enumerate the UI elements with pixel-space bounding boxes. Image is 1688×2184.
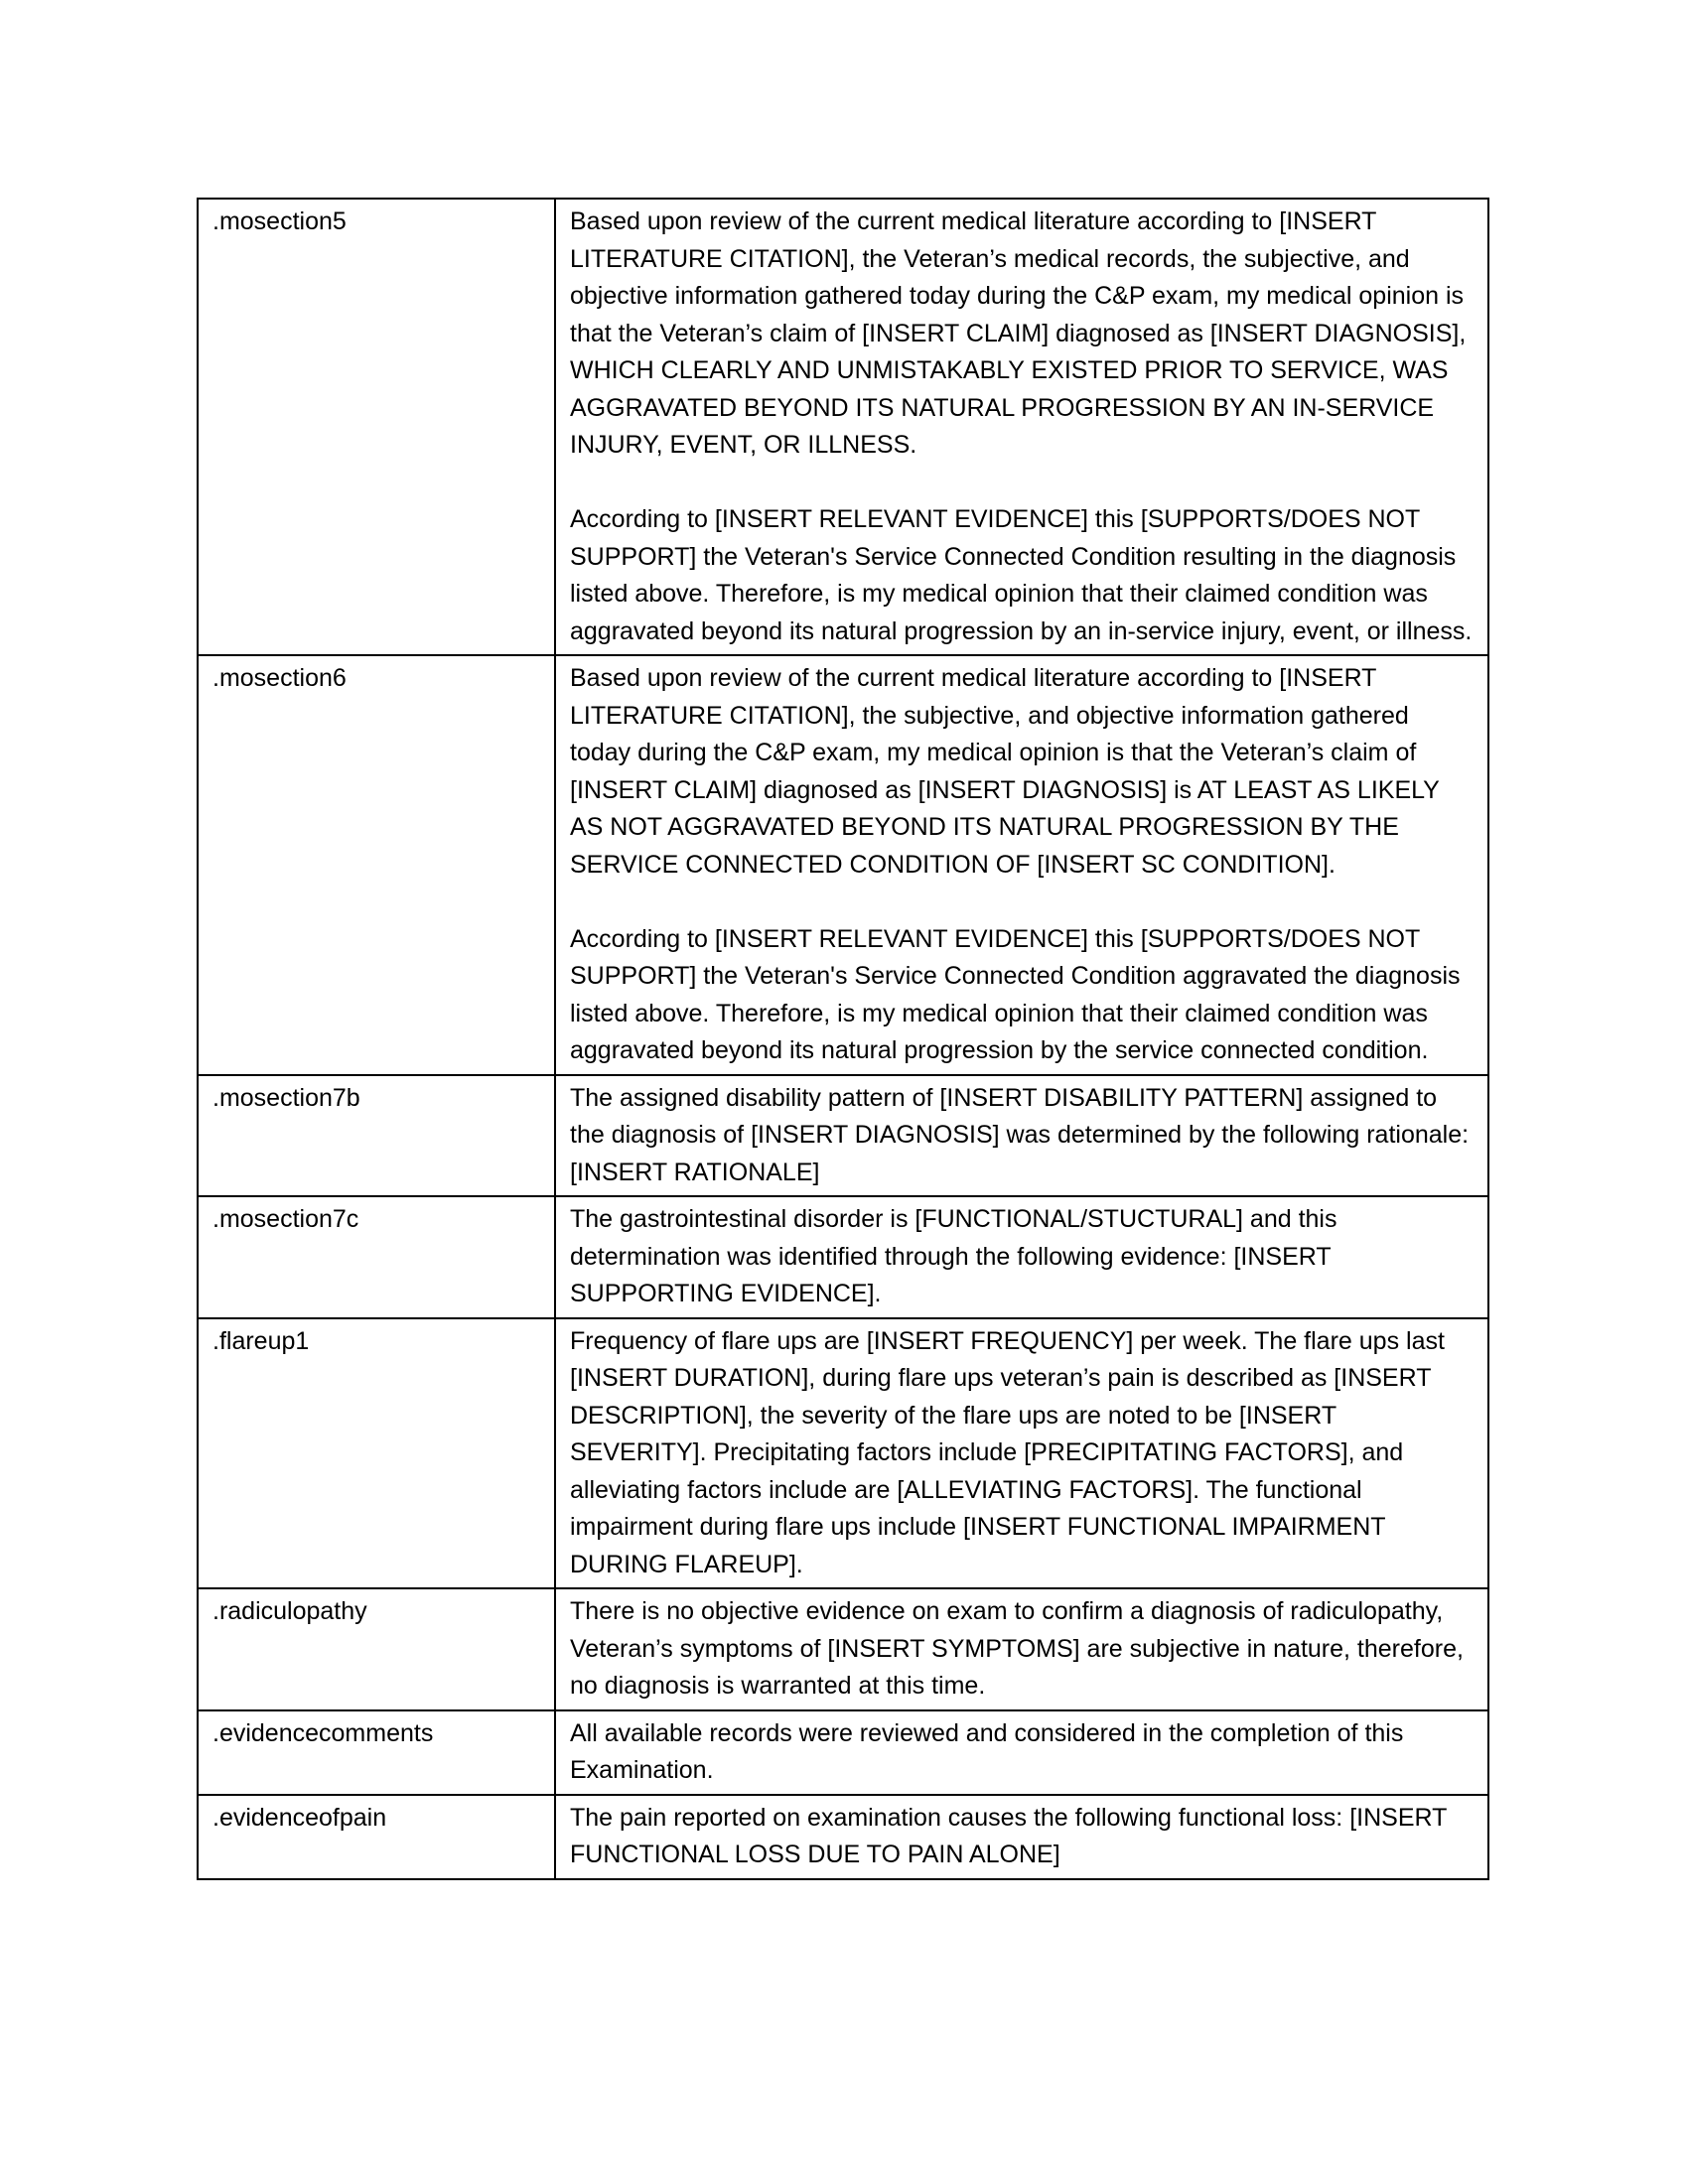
snippet-key: .evidencecomments [198,1710,555,1795]
table-row [198,1318,1488,1589]
snippet-key: .evidenceofpain [198,1795,555,1879]
snippet-paragraph: Based upon review of the current medical literature according to [INSERT LITERATURE CITATION], the Veteran’s medical records, the subjective, and objective information gathered today during the C&P exam, my medical opinion is that the Veteran’s claim of [INSERT CLAIM] diagnosed as [INSERT DIAGNOSIS], WHICH CLEARLY AND UNMISTAKABLY EXISTED PRIOR TO SERVICE, WAS AGGRAVATED BEYOND ITS NATURAL PROGRESSION BY AN IN-SERVICE INJURY, EVENT, OR ILLNESS. [570,207,1467,459]
table-row [198,1710,1488,1795]
snippet-paragraph: The assigned disability pattern of [INSERT DISABILITY PATTERN] assigned to the diagnosis of [INSERT DIAGNOSIS] was determined by the following rationale: [INSERT RATIONALE] [570,1083,1470,1186]
snippet-key: .mosection7b [198,1075,555,1197]
snippet-paragraph: The gastrointestinal disorder is [FUNCTIONAL/STUCTURAL] and this determination was identified through the following evidence: [INSERT SUPPORTING EVIDENCE]. [570,1205,1337,1307]
snippet-key: .radiculopathy [198,1588,555,1710]
snippet-paragraph: According to [INSERT RELEVANT EVIDENCE] this [SUPPORTS/DOES NOT SUPPORT] the Veteran's Service Connected Condition aggravated the diagnosis listed above. Therefore, is my medical opinion that their claimed condition was aggravated beyond its natural progression by the service connected condition. [570,924,1461,1064]
table-row [198,1075,1488,1197]
table-row [198,1196,1488,1318]
snippet-text [555,655,1488,1075]
snippet-text [555,199,1488,655]
snippet-key: .mosection7c [198,1196,555,1318]
table-row [198,655,1488,1075]
snippet-text [555,1318,1488,1589]
snippet-text [555,1710,1488,1795]
table-row [198,199,1488,655]
snippet-key: .mosection6 [198,655,555,1075]
snippet-paragraph: There is no objective evidence on exam to confirm a diagnosis of radiculopathy, Veteran’s symptoms of [INSERT SYMPTOMS] are subjective in nature, therefore, no diagnosis is warranted at this time. [570,1597,1464,1700]
snippet-text [555,1196,1488,1318]
document-page [197,198,1489,1880]
snippet-text [555,1588,1488,1710]
snippet-paragraph: Frequency of flare ups are [INSERT FREQUENCY] per week. The flare ups last [INSERT DURATION], during flare ups veteran’s pain is described as [INSERT DESCRIPTION], the severity of the flare ups are noted to be [INSERT SEVERITY]. Precipitating factors include [PRECIPITATING FACTORS], and alleviating factors include are [ALLEVIATING FACTORS]. The functional impairment during flare ups include [INSERT FUNCTIONAL IMPAIRMENT DURING FLAREUP]. [570,1326,1445,1578]
table-row [198,1588,1488,1710]
snippet-key: .flareup1 [198,1318,555,1589]
snippet-paragraph: Based upon review of the current medical literature according to [INSERT LITERATURE CITATION], the subjective, and objective information gathered today during the C&P exam, my medical opinion is that the Veteran’s claim of [INSERT CLAIM] diagnosed as [INSERT DIAGNOSIS] is AT LEAST AS LIKELY AS NOT AGGRAVATED BEYOND ITS NATURAL PROGRESSION BY THE SERVICE CONNECTED CONDITION OF [INSERT SC CONDITION]. [570,664,1440,879]
table-row [198,1795,1488,1879]
snippet-paragraph: The pain reported on examination causes the following functional loss: [INSERT FUNCTIONAL LOSS DUE TO PAIN ALONE] [570,1803,1447,1868]
snippet-key: .mosection5 [198,199,555,655]
snippet-text [555,1075,1488,1197]
snippet-text [555,1795,1488,1879]
snippet-table [197,198,1489,1880]
snippet-paragraph: According to [INSERT RELEVANT EVIDENCE] this [SUPPORTS/DOES NOT SUPPORT] the Veteran's Service Connected Condition resulting in the diagnosis listed above. Therefore, is my medical opinion that their claimed condition was aggravated beyond its natural progression by an in-service injury, event, or illness. [570,505,1473,645]
snippet-paragraph: All available records were reviewed and considered in the completion of this Examination. [570,1718,1404,1784]
